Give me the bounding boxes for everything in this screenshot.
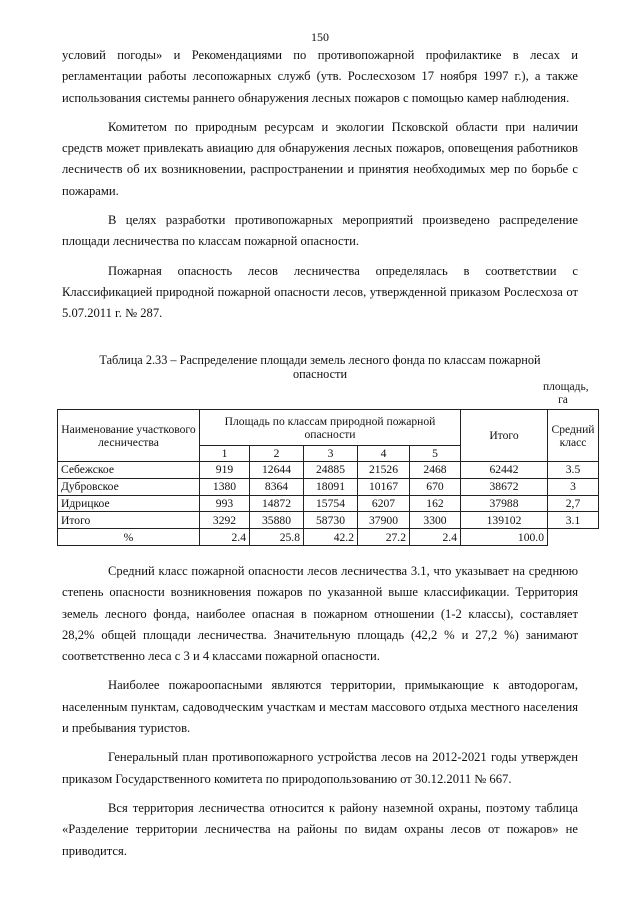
cell-class-1: 3292 (200, 512, 250, 529)
header-class-5: 5 (410, 446, 461, 462)
cell-class-3: 42.2 (304, 529, 358, 546)
cell-class-4: 10167 (358, 478, 410, 495)
paragraph: Средний класс пожарной опасности лесов лесничества 3.1, что указывает на среднюю степень опасности возникновения пожаров по указанной выше классификации. Территория земель лесного фонда, наиболее опасная в пожарном отношении (1-2 классы), составляет 28,2% общей площади лесничества. Значительную площадь (42,2 % и 27,2 %) занимают соответственно леса с 3 и 4 классами пожарной опасности. (62, 564, 578, 664)
table-unit (543, 381, 589, 407)
table-row (58, 495, 599, 512)
cell-class-5: 670 (410, 478, 461, 495)
cell-class-4: 37900 (358, 512, 410, 529)
table-unit-line: площадь, (543, 381, 589, 393)
cell-avg: 3 (548, 478, 599, 495)
cell-class-5: 2.4 (410, 529, 461, 546)
cell-name: Итого (58, 512, 200, 529)
cell-total: 100.0 (461, 529, 548, 546)
body-text-top (62, 45, 578, 333)
cell-class-1: 2.4 (200, 529, 250, 546)
header-total: Итого (461, 410, 548, 462)
table-caption-line: Таблица 2.33 – Распределение площади земель лесного фонда по классам пожарной (99, 353, 541, 367)
cell-class-5: 3300 (410, 512, 461, 529)
cell-class-3: 24885 (304, 462, 358, 479)
cell-name: Себежское (58, 462, 200, 479)
cell-name: Идрицкое (58, 495, 200, 512)
cell-class-5: 2468 (410, 462, 461, 479)
header-class-2: 2 (250, 446, 304, 462)
header-class-1: 1 (200, 446, 250, 462)
cell-class-2: 25.8 (250, 529, 304, 546)
cell-name: Дубровское (58, 478, 200, 495)
header-class-3: 3 (304, 446, 358, 462)
table-caption (70, 353, 570, 381)
page-number: 150 (311, 30, 329, 44)
cell-total: 139102 (461, 512, 548, 529)
cell-class-2: 35880 (250, 512, 304, 529)
cell-empty (548, 529, 599, 546)
table-caption-line: опасности (292, 367, 348, 381)
paragraph: Комитетом по природным ресурсам и экологии Псковской области при наличии средств может привлекать авиацию для обнаружения лесных пожаров, оповещения работников лесничеств об их возникновении, распространении и принятия необходимых мер по борьбе с пожарами. (62, 119, 578, 198)
cell-class-2: 14872 (250, 495, 304, 512)
cell-total: 62442 (461, 462, 548, 479)
header-name: Наименование участкового лесничества (58, 410, 200, 462)
paragraph: условий погоды» и Рекомендациями по противопожарной профилактике в лесах и регламентации работы лесопожарных служб (утв. Рослесхозом 17 ноября 1997 г.), а также использования системы раннего обнаружения лесных пожаров с помощью камер наблюдения. (62, 48, 578, 105)
table-row-percent (58, 529, 599, 546)
header-class-4: 4 (358, 446, 410, 462)
cell-class-1: 993 (200, 495, 250, 512)
table-row (58, 478, 599, 495)
cell-total: 38672 (461, 478, 548, 495)
table-row (58, 462, 599, 479)
cell-class-4: 27.2 (358, 529, 410, 546)
table-unit-line: га (558, 394, 568, 406)
cell-class-2: 8364 (250, 478, 304, 495)
cell-avg: 3.5 (548, 462, 599, 479)
fire-class-table (57, 409, 599, 546)
cell-class-1: 1380 (200, 478, 250, 495)
cell-class-4: 21526 (358, 462, 410, 479)
header-area-group: Площадь по классам природной пожарной опасности (200, 410, 461, 446)
cell-class-3: 18091 (304, 478, 358, 495)
cell-avg: 3.1 (548, 512, 599, 529)
cell-class-5: 162 (410, 495, 461, 512)
cell-avg: 2,7 (548, 495, 599, 512)
paragraph: В целях разработки противопожарных мероприятий произведено распределение площади лесничества по классам пожарной опасности. (62, 213, 578, 249)
cell-name: % (58, 529, 200, 546)
cell-total: 37988 (461, 495, 548, 512)
cell-class-2: 12644 (250, 462, 304, 479)
header-avg-class: Средний класс (548, 410, 599, 462)
paragraph: Генеральный план противопожарного устройства лесов на 2012-2021 годы утвержден приказом Государственного комитета по природопользованию от 30.12.2011 № 667. (62, 750, 578, 786)
paragraph: Вся территория лесничества относится к району наземной охраны, поэтому таблица «Разделение территории лесничества на районы по видам охраны лесов от пожаров» не приводится. (62, 800, 578, 858)
paragraph: Пожарная опасность лесов лесничества определялась в соответствии с Классификацией природной пожарной опасности лесов, утвержденной приказом Рослесхоза от 5.07.2011 г. № 287. (62, 263, 578, 321)
paragraph: Наиболее пожароопасными являются территории, примыкающие к автодорогам, населенным пунктам, садоводческим участкам и местам массового отдыха местного населения и пребывания туристов. (62, 678, 578, 736)
body-text-bottom (62, 561, 578, 870)
cell-class-3: 15754 (304, 495, 358, 512)
cell-class-3: 58730 (304, 512, 358, 529)
cell-class-4: 6207 (358, 495, 410, 512)
cell-class-1: 919 (200, 462, 250, 479)
table-row-total (58, 512, 599, 529)
